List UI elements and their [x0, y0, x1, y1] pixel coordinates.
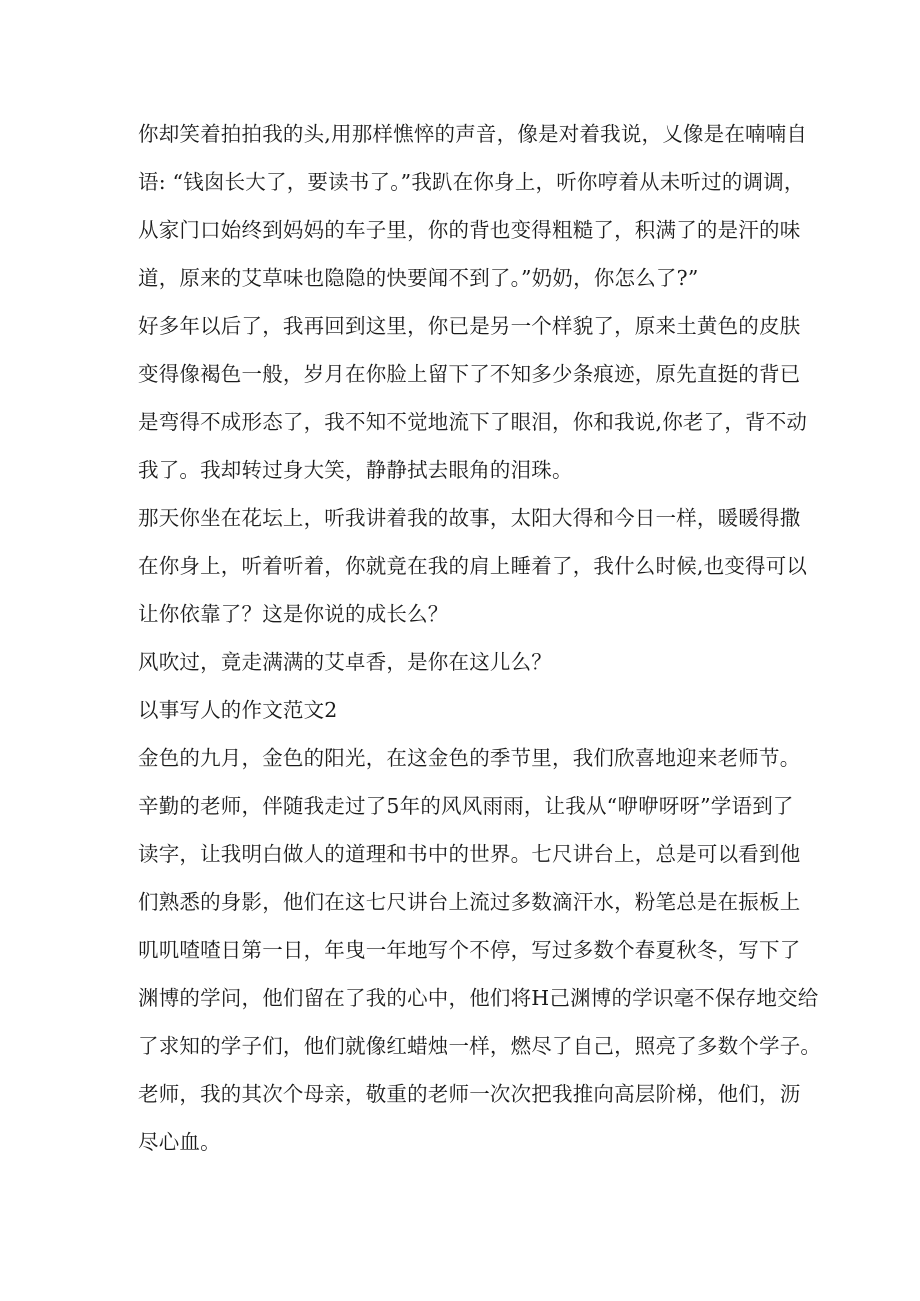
- text-line: 老师，我的其次个母亲，敬重的老师一次次把我推向高层阶梯，他们，沥: [138, 1082, 801, 1106]
- text-line: 风吹过，竟走满满的艾卓香，是你在这儿么？: [138, 650, 552, 674]
- section-heading: 以事写人的作文范文2: [138, 698, 338, 722]
- text-line: 那天你坐在花坛上，听我讲着我的故事，太阳大得和今日一样，暖暖得撒: [138, 506, 801, 530]
- text-line: 渊博的学问，他们留在了我的心中，他们将H己渊博的学识毫不保存地交给: [138, 986, 819, 1010]
- text-line: 金色的九月，金色的阳光，在这金色的季节里，我们欣喜地迎来老师节。: [138, 746, 801, 770]
- text-line: 让你依靠了？这是你说的成长么？: [138, 602, 449, 626]
- text-line: 变得像褐色一般，岁月在你脸上留下了不知多少条痕迹，原先直挺的背已: [138, 362, 801, 386]
- text-line: 道，原来的艾草味也隐隐的快要闻不到了。”奶奶，你怎么了?”: [138, 266, 699, 290]
- text-line: 叽叽喳喳日第一日，年曳一年地写个不停，写过多数个春夏秋冬，写下了: [138, 938, 801, 962]
- text-line: 读字，让我明白做人的道理和书中的世界。七尺讲台上，总是可以看到他: [138, 842, 801, 866]
- text-line: 了求知的学子们，他们就像红蜡烛一样，燃尽了自己，照亮了多数个学子。: [138, 1034, 822, 1058]
- text-line: 我了。我却转过身大笑，静静拭去眼角的泪珠。: [138, 458, 573, 482]
- text-line: 是弯得不成形态了，我不知不觉地流下了眼泪，你和我说,你老了，背不动: [138, 410, 808, 434]
- text-line: 在你身上，听着听着，你就竟在我的肩上睡着了，我什么时候,也变得可以: [138, 554, 808, 578]
- text-line: 们熟悉的身影，他们在这七尺讲台上流过多数滴汗水，粉笔总是在振板上: [138, 890, 801, 914]
- text-line: 你却笑着拍拍我的头,用那样憔悴的声音，像是对着我说，乂像是在喃喃自: [138, 122, 808, 146]
- text-line: 好多年以后了，我再回到这里，你已是另一个样貌了，原来土黄色的皮肤: [138, 314, 801, 338]
- text-line: 尽心血。: [138, 1130, 221, 1154]
- text-line: 从家门口始终到妈妈的车子里，你的背也变得粗糙了，积满了的是汗的味: [138, 218, 801, 242]
- text-line: 语: “钱囱长大了，要读书了。”我趴在你身上，听你哼着从未听过的调调，: [138, 170, 805, 194]
- text-line: 辛勤的老师，伴随我走过了5年的风风雨雨，让我从“咿咿呀呀”学语到了: [138, 794, 794, 818]
